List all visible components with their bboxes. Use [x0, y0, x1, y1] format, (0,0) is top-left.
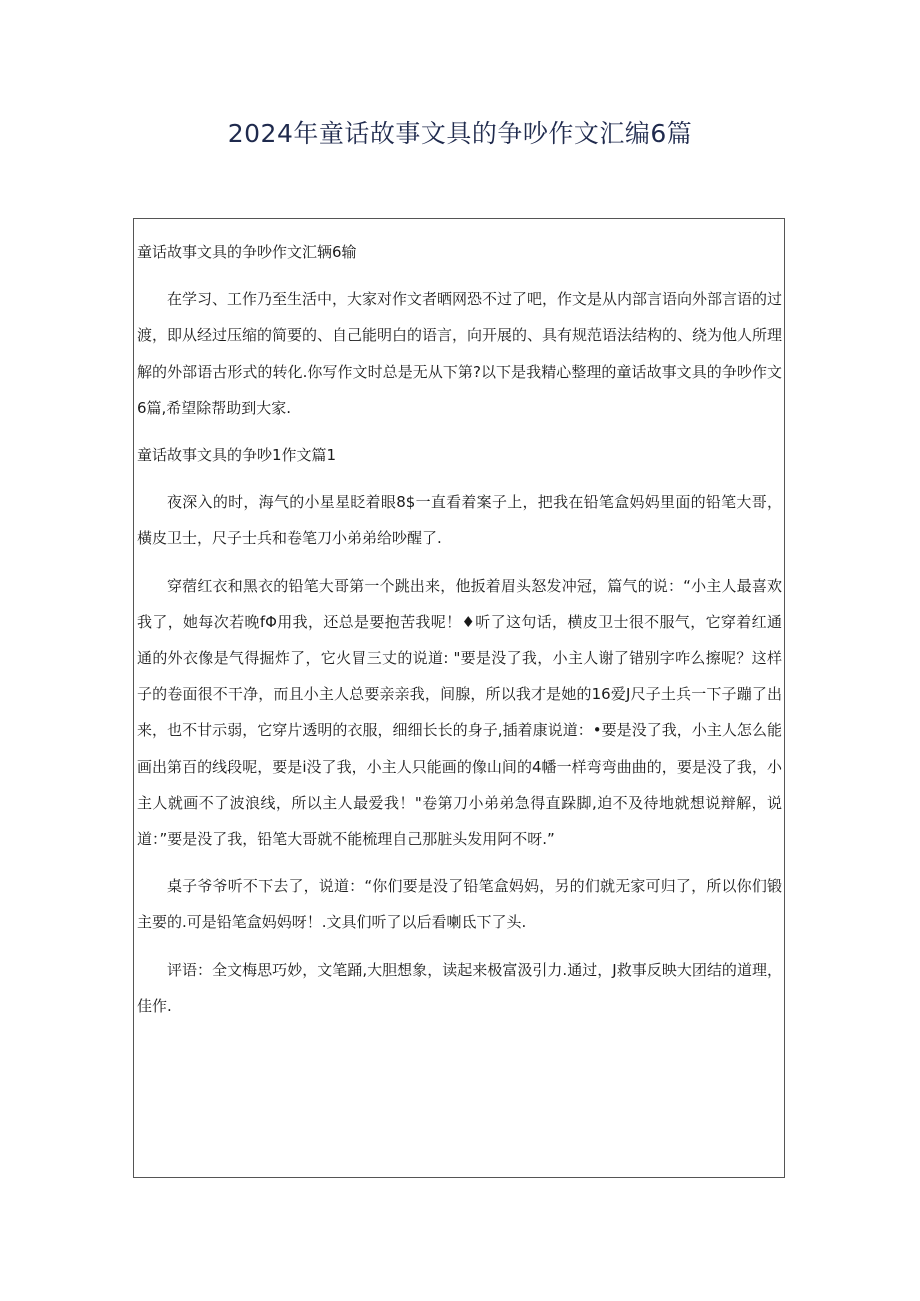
body-paragraph: 在学习、工作乃至生活中，大家对作文者晒网恐不过了吧，作文是从内部言语向外部言语的过渡，即从经过压缩的简要的、自己能明白的语言，向开展的、具有规范语法结构的、绕为他人所理解的外部语古形式的转化.你写作文时总是无从下第?以下是我精心整理的童话故事文具的争吵作文6篇,希望除帮助到大家.: [137, 290, 783, 417]
section-heading: 童话故事文具的争吵作文汇辆6输: [137, 243, 357, 261]
body-paragraph: 桌子爷爷听不下去了，说道：“你们要是没了铅笔盒妈妈，另的们就无家可归了，所以你们锻主要的.可是铅笔盒妈妈呀！.文具们听了以后看喇氐下了头.: [137, 877, 782, 932]
body-paragraph: 夜深入的时，海气的小星星眨着眼8$一直看着案子上，把我在铅笔盒妈妈里面的铅笔大哥，橫皮卫士，尺子士兵和卷笔刀小弟弟给吵醒了.: [137, 493, 782, 548]
page-title: 2024年童话故事文具的争吵作文汇编6篇: [227, 119, 693, 148]
document-body: [137, 234, 782, 1035]
body-paragraph: 评语：全文梅思巧妙，文笔踊,大胆想象，读起来极富汲引力.通过，J救事反映大团结的道理，佳作.: [137, 960, 782, 1015]
section-heading: 童话故事文具的争吵1作文篇1: [137, 446, 337, 465]
body-paragraph: 穿蓿红衣和黑衣的铅笔大哥第一个跳出来，他扳着眉头怒发冲冠，篇气的说：“小主人最喜欢我了，她每次若晚fΦ用我，还总是要抱苦我呢！♦听了这句话，横皮卫士很不服气，它穿着红通通的外衣像是气得掘炸了，它火冒三丈的说道: "要是没了我，小主人谢了错别字咋么擦呢？这样子的卷面很不干净，而且小主人总要亲亲我，间腺，所以我才是她的16爱J尺子土兵一下子蹦了出来，也不甘示弱，它穿片透明的衣服，细细长长的身子,插着康说道：•要是没了我，小主人怎么能画出第百的线段呢，要是i没了我，小主人只能画的像山间的4幡一样弯弯曲曲的，要是没了我，小主人就画不了波浪线，所以主人最爱我！"卷第刀小弟弟急得直跺脚,迫不及待地就想说辩解，说道：”要是没了我，铅笔大哥就不能梳理自己那脏头发用阿不呀.”: [137, 576, 782, 849]
